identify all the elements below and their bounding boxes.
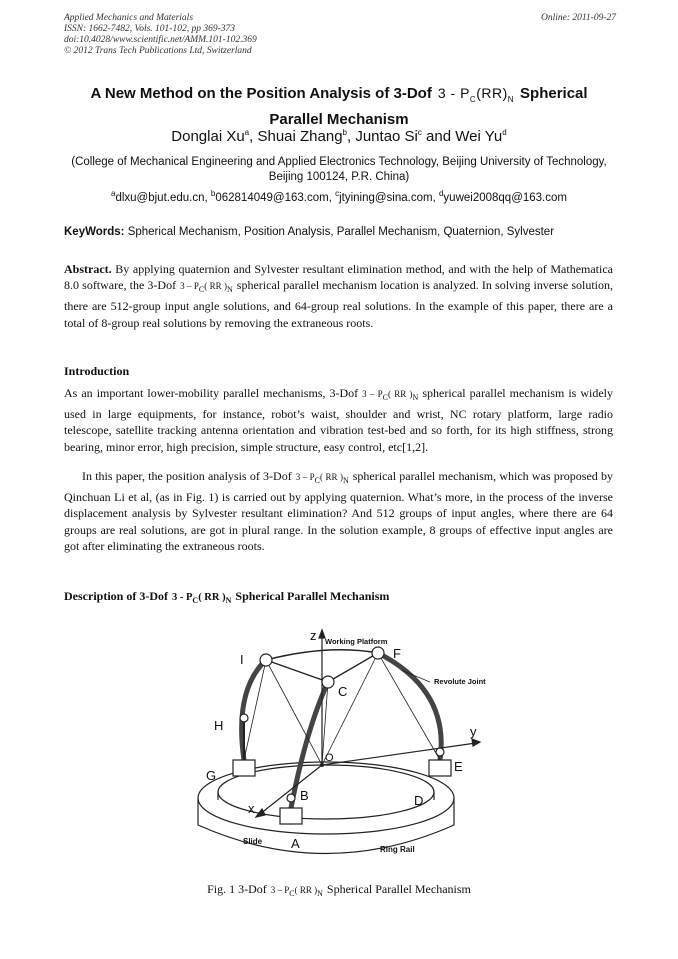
slider-g — [233, 760, 255, 776]
email: $^d$yuwei2008qq@163.com — [438, 189, 567, 204]
joint-f — [372, 647, 384, 659]
author: Shuai Zhang$^b$, — [257, 128, 356, 145]
label-revolute-joint: Revolute Joint — [434, 677, 486, 686]
label-slide: Slide — [243, 837, 263, 846]
label-a: A — [291, 836, 300, 851]
online-date: Online: 2011-09-27 — [540, 13, 616, 23]
mechanism-diagram — [188, 620, 496, 878]
journal-copyright: © 2012 Trans Tech Publications Ltd, Switzerland — [64, 46, 252, 56]
figure-caption: Fig. 1 3-Dof $3 - P_C$( RR )$_N$ Spherical Parallel Mechanism — [207, 882, 471, 898]
journal-header — [64, 13, 616, 57]
intro-paragraph-1: As an important lower-mobility parallel mechanisms, 3-Dof $3 - P_C$( RR )$_N$ spherical parallel mechanism is widely used in large equipments, for instance, robot’s waist, shoulder and wrist, NC rotary platform, large radio telescope, satellite tracking antenna orientation and vibration test-bed and so forth, for its high stiffness, strong bearing, minor error, high precision, simple structure, easy control, etc[1,2]. — [64, 386, 613, 454]
label-f: F — [393, 646, 401, 661]
label-c: C — [338, 684, 348, 699]
inline-notation: $3 - P_C$( RR )$_N$ — [180, 281, 233, 295]
label-d: D — [414, 793, 424, 808]
label-x: x — [248, 801, 255, 816]
author: Donglai Xu$^a$, — [171, 128, 258, 145]
title-line2: Parallel Mechanism — [269, 110, 409, 128]
paper-title — [40, 83, 638, 130]
email-list — [40, 189, 638, 204]
label-o: O — [325, 752, 334, 764]
title-part2: Spherical — [520, 85, 588, 102]
journal-name: Applied Mechanics and Materials — [64, 13, 194, 23]
affiliation: (College of Mechanical Engineering and Applied Electronics Technology, Beijing University of Technology, Beijing 100124, P.R. China) — [71, 156, 607, 183]
y-axis — [322, 743, 476, 765]
label-i: I — [240, 652, 244, 667]
label-z: z — [310, 628, 317, 643]
label-b: B — [300, 788, 309, 803]
email: $^c$jtyining@sina.com, — [335, 189, 439, 204]
label-working-platform: Working Platform — [325, 637, 388, 646]
inline-notation: $3 - P_C$( RR )$_N$ — [362, 389, 419, 402]
joint-i — [260, 654, 272, 666]
title-part1: A New Method on the Position Analysis of 3-Dof — [90, 85, 432, 102]
author-list — [40, 128, 638, 145]
journal-doi: doi:10.4028/www.scientific.net/AMM.101-102.369 — [64, 35, 257, 45]
joint-h — [240, 714, 248, 722]
email: $^b$062814049@163.com, — [210, 189, 336, 204]
label-g: G — [206, 768, 217, 783]
joint-c — [322, 676, 334, 688]
slider-e — [429, 760, 451, 776]
joint-b — [287, 794, 295, 802]
author: Juntao Si$^c$ and — [355, 128, 456, 145]
label-e: E — [454, 759, 463, 774]
abstract-label: Abstract. — [64, 262, 112, 276]
abstract: Abstract. By applying quaternion and Sylvester resultant elimination method, and with the help of Mathematica 8.0 software, the 3-Dof $3 - P_C$( RR )$_N$ spherical parallel mechanism location is analyzed. In solving inverse solution, there are 512-group input angle solutions, and 64-group real solutions. In the example of this paper, there are a total of 8-group real solutions by removing the extraneous roots. — [64, 262, 613, 330]
email: $^a$dlxu@bjut.edu.cn, — [111, 189, 211, 204]
keywords — [64, 226, 616, 238]
label-h: H — [214, 718, 224, 733]
label-ring-rail: Ring Rail — [380, 845, 415, 854]
introduction-heading: Introduction — [64, 364, 130, 378]
slider-a — [280, 808, 302, 824]
inline-notation: $3 - P_C$( RR )$_N$ — [270, 885, 323, 898]
keywords-text: Spherical Mechanism, Position Analysis, Parallel Mechanism, Quaternion, Sylvester — [127, 226, 555, 238]
description-heading: Description of 3-Dof $3 - P_C$( RR )$_N$ Spherical Parallel Mechanism — [64, 589, 390, 606]
joint-d — [436, 748, 444, 756]
inline-notation: $3 - P_C$( RR )$_N$ — [171, 592, 232, 606]
inline-notation: $3 - P_C$( RR )$_N$ — [295, 472, 349, 485]
label-y: y — [470, 724, 477, 739]
mechanism-figure — [188, 620, 496, 878]
keywords-label: KeyWords: — [64, 226, 125, 238]
author: Wei Yu$^d$ — [455, 128, 507, 145]
origin-point — [320, 763, 324, 767]
journal-issn: ISSN: 1662-7482, Vols. 101-102, pp 369-373 — [64, 24, 235, 34]
title-notation: $3 - P_C(RR)_N$ — [437, 85, 515, 104]
intro-paragraph-2: In this paper, the position analysis of 3-Dof $3 - P_C$( RR )$_N$ spherical parallel mechanism, which was proposed by Qinchuan Li et al, (as in Fig. 1) is carried out by applying quaternion. What’s more, in the process of the inverse displacement analysis by Sylvester resultant elimination? And 512 groups of input angles, where there are 64 groups are real solutions, are got in plural range. In the solution example, 8 groups of effective input angles are got after eliminating the extraneous roots. — [64, 469, 614, 553]
